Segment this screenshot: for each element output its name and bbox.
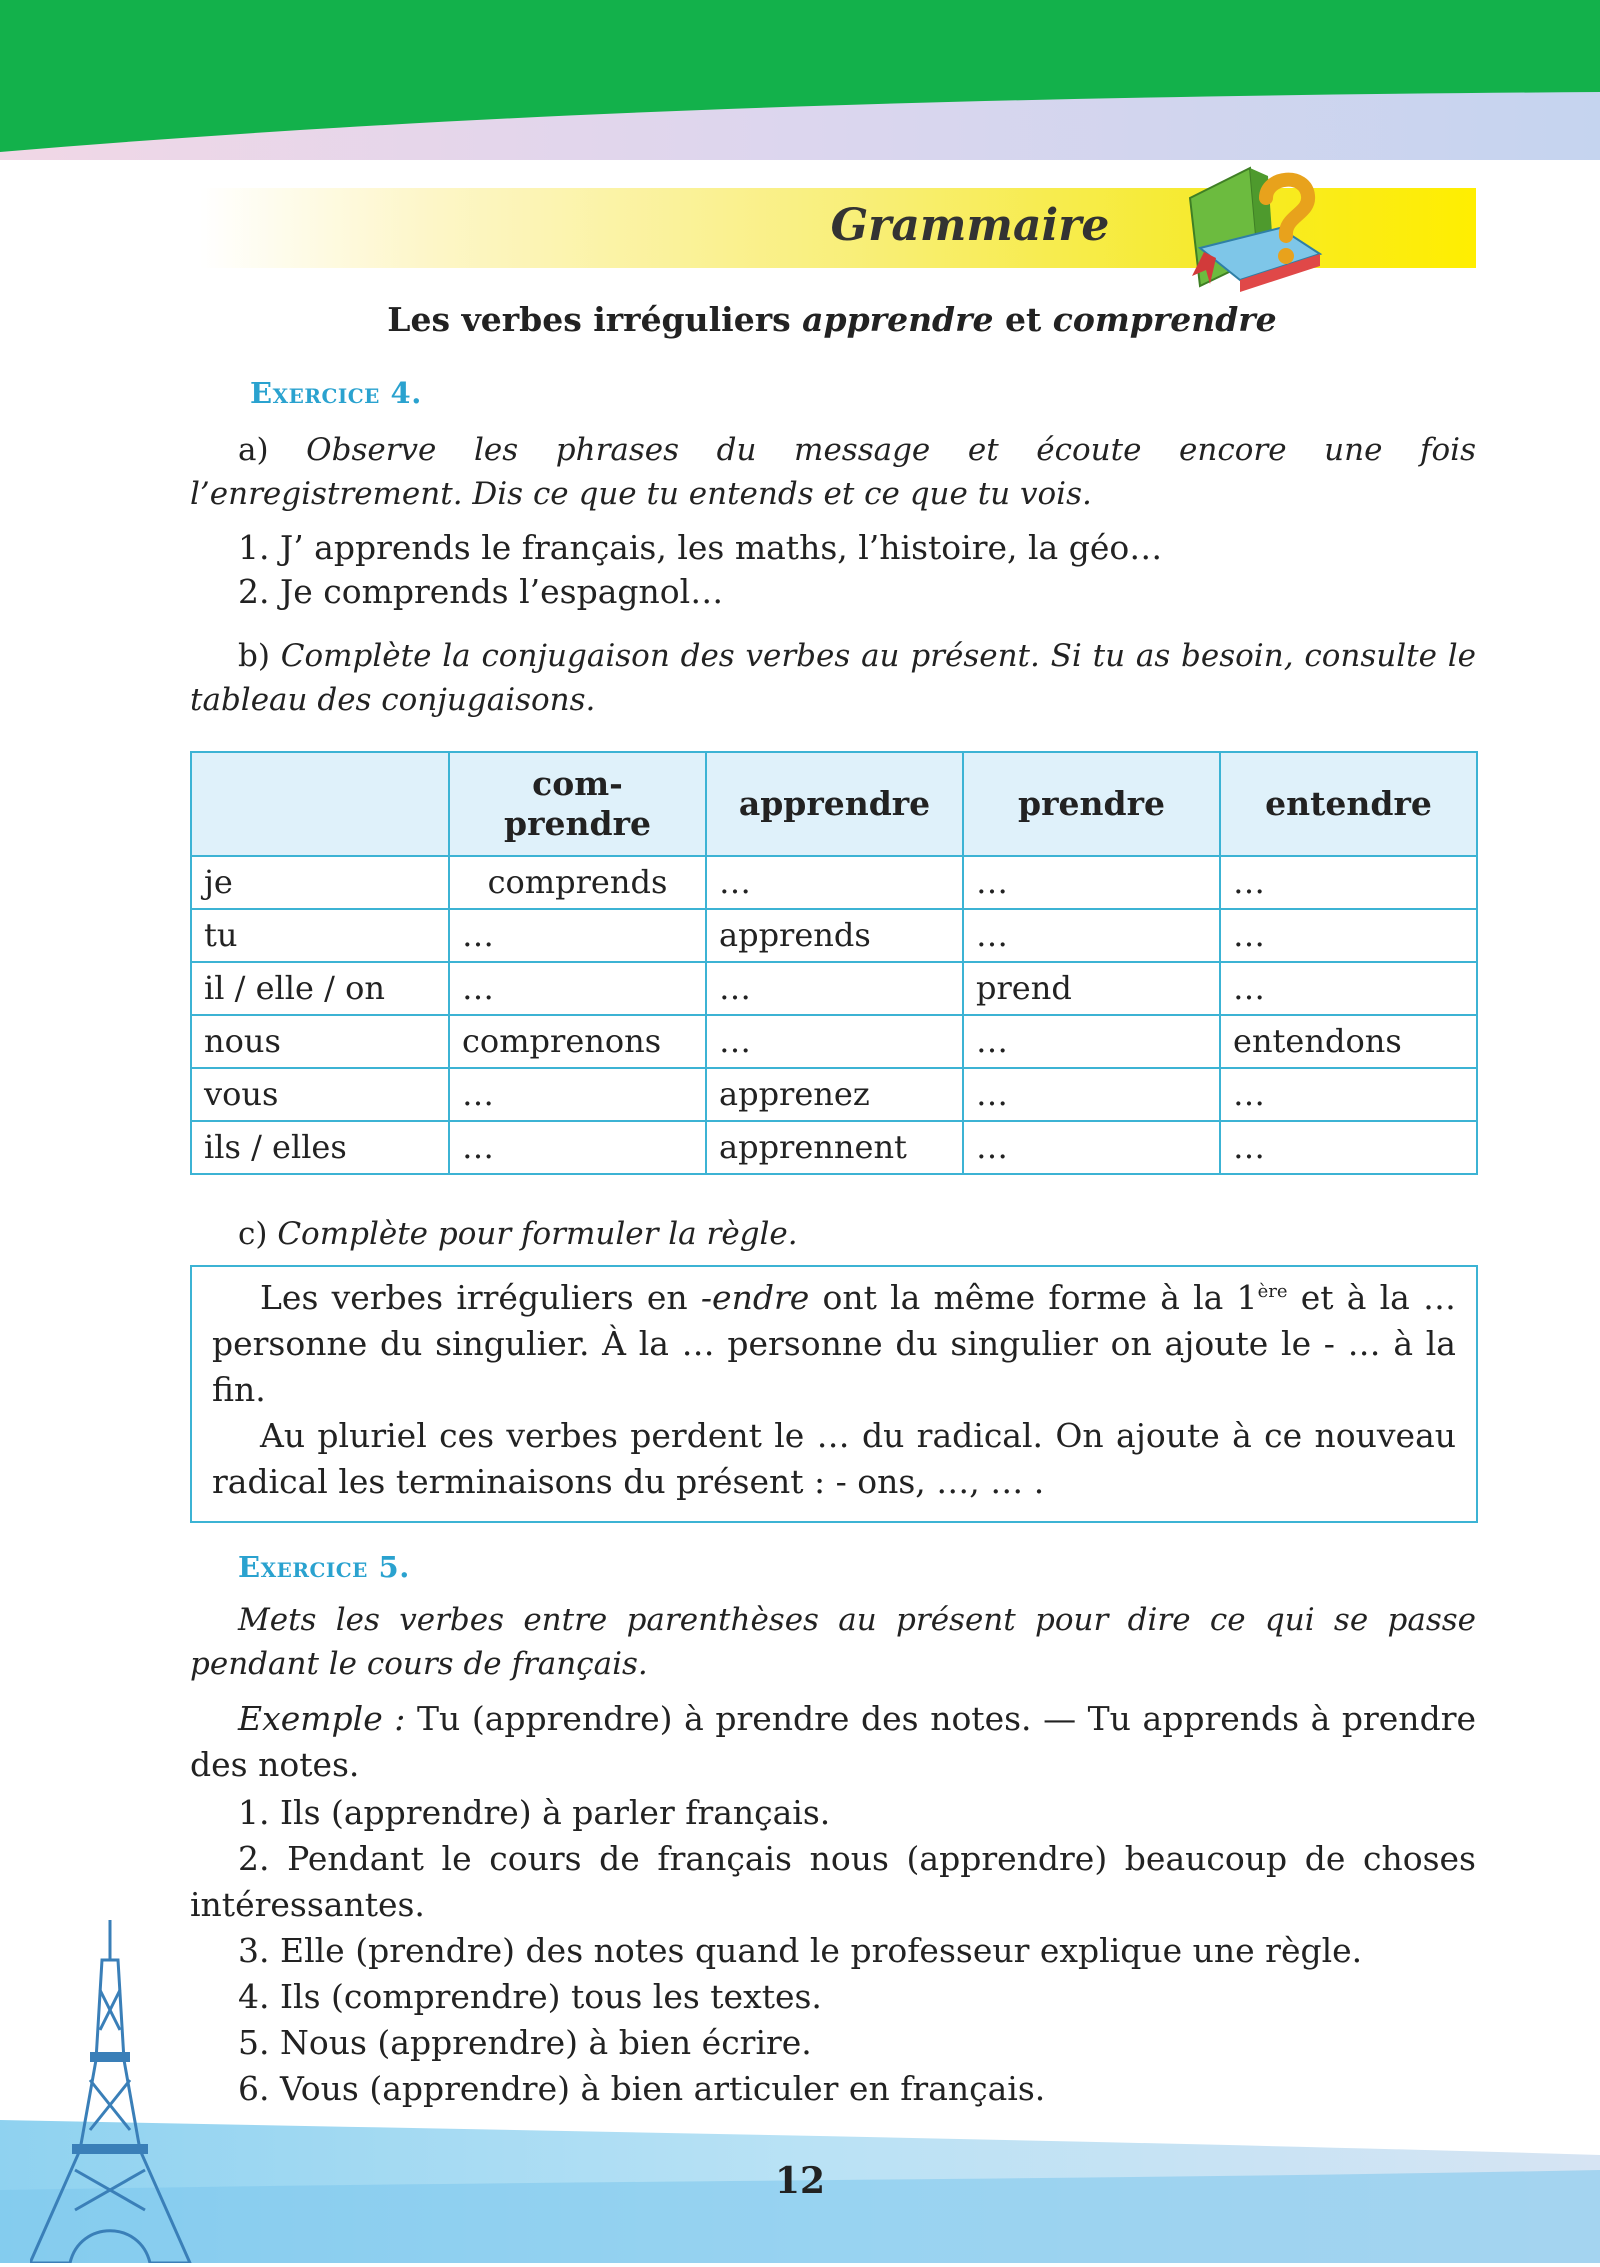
exercise-5-item-5: 5. Nous (apprendre) à bien écrire. [238, 2023, 812, 2062]
header-decoration [0, 0, 1600, 160]
pronoun-cell: nous [191, 1015, 449, 1068]
exercise-5-instruction: Mets les verbes entre parenthèses au présent pour dire ce qui se passe pendant le cours de français. [190, 1602, 1476, 1682]
table-header-row [191, 752, 1477, 856]
pronoun-cell: vous [191, 1068, 449, 1121]
page-number: 12 [774, 2160, 826, 2202]
table-cell: … [963, 856, 1220, 909]
book-question-icon [1180, 158, 1330, 294]
exercise-5-example: Exemple : Tu (apprendre) à prendre des notes. — Tu apprends à prendre des notes. [190, 1699, 1476, 1784]
exercise-4-part-c: c) Complète pour formuler la règle. [238, 1216, 798, 1252]
table-cell: … [1220, 856, 1477, 909]
rule-paragraph-2: Au pluriel ces verbes perdent le … du radical. On ajoute à ce nouveau radical les terminaisons du présent : - ons, …, … . [212, 1416, 1456, 1501]
table-cell: … [963, 1068, 1220, 1121]
pronoun-cell: tu [191, 909, 449, 962]
table-cell: … [706, 1015, 963, 1068]
table-cell: … [449, 1121, 706, 1174]
table-cell: … [963, 1121, 1220, 1174]
eiffel-tower-icon [30, 1920, 200, 2263]
banner-title: Grammaire [830, 200, 1110, 251]
pronoun-cell: je [191, 856, 449, 909]
table-cell: … [449, 909, 706, 962]
exercise-5-item-2: 2. Pendant le cours de français nous (apprendre) beaucoup de choses intéressantes. [190, 1839, 1476, 1924]
table-cell: apprenez [706, 1068, 963, 1121]
table-cell: … [963, 909, 1220, 962]
table-cell: … [706, 962, 963, 1015]
header-prendre: prendre [963, 752, 1220, 856]
exercise-5-item-1: 1. Ils (apprendre) à parler français. [238, 1793, 831, 1832]
exercise-4-part-a: a) Observe les phrases du message et écoute encore une fois l’enregistrement. Dis ce que tu entends et ce que tu vois. [190, 432, 1476, 512]
table-row [191, 909, 1477, 962]
table-cell: apprends [706, 909, 963, 962]
rule-paragraph-1: Les verbes irréguliers en -endre ont la même forme à la 1ère et à la … personne du singulier. À la … personne du singulier on ajoute le - … à la fin. [212, 1278, 1457, 1409]
table-cell: comprenons [449, 1015, 706, 1068]
table-cell: … [449, 962, 706, 1015]
conjugation-table [190, 751, 1478, 1175]
table-row [191, 1015, 1477, 1068]
pronoun-cell: il / elle / on [191, 962, 449, 1015]
table-cell: … [1220, 1121, 1477, 1174]
header-apprendre: apprendre [706, 752, 963, 856]
table-cell: prend [963, 962, 1220, 1015]
sentence-1: 1. J’ apprends le français, les maths, l’histoire, la géo… [238, 528, 1163, 567]
table-row [191, 1068, 1477, 1121]
table-cell: … [1220, 962, 1477, 1015]
exercise-5-item-3: 3. Elle (prendre) des notes quand le professeur explique une règle. [238, 1931, 1363, 1970]
header-comprendre: com- prendre [449, 752, 706, 856]
table-row [191, 856, 1477, 909]
lesson-subtitle: Les verbes irréguliers apprendre et comprendre [387, 300, 1277, 339]
table-cell: apprennent [706, 1121, 963, 1174]
exercise-4-title: Exercice 4. [250, 376, 422, 410]
exercise-5-item-6: 6. Vous (apprendre) à bien articuler en français. [238, 2069, 1046, 2108]
table-cell: … [706, 856, 963, 909]
exercise-5-title: Exercice 5. [238, 1550, 410, 1584]
table-cell: … [1220, 909, 1477, 962]
rule-box [190, 1265, 1478, 1523]
table-cell: … [449, 1068, 706, 1121]
table-row [191, 962, 1477, 1015]
pronoun-cell: ils / elles [191, 1121, 449, 1174]
table-cell: comprends [449, 856, 706, 909]
table-row [191, 1121, 1477, 1174]
table-cell: entendons [1220, 1015, 1477, 1068]
table-cell: … [963, 1015, 1220, 1068]
table-cell: … [1220, 1068, 1477, 1121]
header-entendre: entendre [1220, 752, 1477, 856]
exercise-4-part-b: b) Complète la conjugaison des verbes au présent. Si tu as besoin, consulte le tableau des conjugaisons. [190, 638, 1476, 718]
exercise-5-item-4: 4. Ils (comprendre) tous les textes. [238, 1977, 822, 2016]
header-empty [191, 752, 449, 856]
sentence-2: 2. Je comprends l’espagnol… [238, 572, 724, 611]
